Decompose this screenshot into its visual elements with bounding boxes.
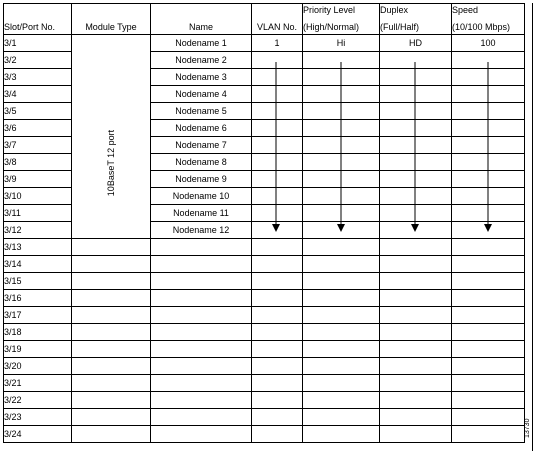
slot-cell: 3/23 [4, 409, 72, 426]
header-duplex [380, 4, 452, 35]
vlan-cell [252, 188, 303, 205]
speed-cell [452, 171, 525, 188]
speed-cell [452, 69, 525, 86]
slot-cell: 3/17 [4, 307, 72, 324]
module-type-label: 10BaseT 12 port [106, 129, 116, 197]
priority-cell [303, 392, 380, 409]
priority-cell: Hi [303, 35, 380, 52]
header-module-type: Module Type [72, 4, 151, 35]
header-slot-port: Slot/Port No. [4, 4, 72, 35]
vlan-cell [252, 273, 303, 290]
slot-cell: 3/13 [4, 239, 72, 256]
header-speed [452, 4, 525, 35]
vlan-cell [252, 154, 303, 171]
module-type-cell [72, 239, 151, 256]
priority-cell [303, 307, 380, 324]
duplex-cell [380, 222, 452, 239]
speed-cell [452, 307, 525, 324]
priority-cell [303, 256, 380, 273]
speed-cell [452, 137, 525, 154]
vlan-cell [252, 86, 303, 103]
slot-cell: 3/7 [4, 137, 72, 154]
vlan-cell [252, 290, 303, 307]
name-cell: Nodename 7 [151, 137, 252, 154]
vlan-cell [252, 375, 303, 392]
vlan-cell [252, 341, 303, 358]
module-type-cell [72, 392, 151, 409]
name-cell: Nodename 11 [151, 205, 252, 222]
priority-cell [303, 375, 380, 392]
table-row [4, 35, 525, 52]
speed-cell [452, 239, 525, 256]
module-type-cell [72, 35, 151, 239]
duplex-cell [380, 205, 452, 222]
name-cell [151, 307, 252, 324]
name-cell: Nodename 10 [151, 188, 252, 205]
name-cell [151, 358, 252, 375]
duplex-cell [380, 409, 452, 426]
module-type-cell [72, 341, 151, 358]
duplex-cell [380, 239, 452, 256]
slot-cell: 3/4 [4, 86, 72, 103]
slot-cell: 3/12 [4, 222, 72, 239]
header-row [4, 4, 525, 35]
speed-cell [452, 426, 525, 443]
priority-cell [303, 86, 380, 103]
priority-cell [303, 341, 380, 358]
vlan-cell [252, 256, 303, 273]
table-row [4, 324, 525, 341]
speed-cell [452, 188, 525, 205]
table-row [4, 273, 525, 290]
table-row [4, 256, 525, 273]
vlan-cell [252, 171, 303, 188]
vlan-cell [252, 222, 303, 239]
port-rows [4, 35, 525, 443]
sheet-right-border [532, 3, 533, 451]
priority-cell [303, 426, 380, 443]
table-row [4, 239, 525, 256]
vlan-cell [252, 137, 303, 154]
speed-cell [452, 324, 525, 341]
duplex-cell [380, 52, 452, 69]
speed-cell [452, 392, 525, 409]
vlan-cell [252, 205, 303, 222]
name-cell [151, 324, 252, 341]
vlan-cell [252, 358, 303, 375]
slot-cell: 3/16 [4, 290, 72, 307]
vlan-cell [252, 69, 303, 86]
header-priority-level [303, 4, 380, 35]
vlan-cell: 1 [252, 35, 303, 52]
duplex-cell [380, 426, 452, 443]
slot-cell: 3/19 [4, 341, 72, 358]
speed-cell [452, 290, 525, 307]
name-cell [151, 341, 252, 358]
duplex-cell [380, 324, 452, 341]
header-name: Name [151, 4, 252, 35]
slot-cell: 3/18 [4, 324, 72, 341]
priority-cell [303, 188, 380, 205]
duplex-cell [380, 137, 452, 154]
speed-cell [452, 341, 525, 358]
header-priority-line2: (High/Normal) [303, 22, 360, 32]
module-type-cell [72, 375, 151, 392]
slot-cell: 3/21 [4, 375, 72, 392]
name-cell [151, 239, 252, 256]
speed-cell [452, 205, 525, 222]
duplex-cell [380, 171, 452, 188]
name-cell [151, 290, 252, 307]
duplex-cell [380, 256, 452, 273]
slot-cell: 3/3 [4, 69, 72, 86]
slot-cell: 3/10 [4, 188, 72, 205]
speed-cell [452, 273, 525, 290]
priority-cell [303, 69, 380, 86]
speed-cell [452, 86, 525, 103]
slot-cell: 3/5 [4, 103, 72, 120]
module-type-cell [72, 290, 151, 307]
speed-cell [452, 358, 525, 375]
speed-cell [452, 409, 525, 426]
speed-cell [452, 120, 525, 137]
module-type-cell [72, 358, 151, 375]
name-cell [151, 409, 252, 426]
header-speed-line2: (10/100 Mbps) [452, 22, 511, 32]
module-type-cell [72, 256, 151, 273]
module-type-cell [72, 324, 151, 341]
duplex-cell [380, 273, 452, 290]
slot-cell: 3/20 [4, 358, 72, 375]
priority-cell [303, 52, 380, 69]
duplex-cell [380, 375, 452, 392]
header-speed-line1: Speed [452, 5, 479, 15]
duplex-cell [380, 86, 452, 103]
priority-cell [303, 290, 380, 307]
duplex-cell [380, 290, 452, 307]
priority-cell [303, 273, 380, 290]
module-type-cell [72, 426, 151, 443]
slot-cell: 3/9 [4, 171, 72, 188]
name-cell: Nodename 3 [151, 69, 252, 86]
priority-cell [303, 154, 380, 171]
priority-cell [303, 171, 380, 188]
priority-cell [303, 103, 380, 120]
priority-cell [303, 358, 380, 375]
name-cell: Nodename 6 [151, 120, 252, 137]
vlan-cell [252, 392, 303, 409]
slot-cell: 3/1 [4, 35, 72, 52]
name-cell [151, 392, 252, 409]
duplex-cell [380, 188, 452, 205]
slot-cell: 3/11 [4, 205, 72, 222]
speed-cell [452, 52, 525, 69]
name-cell [151, 375, 252, 392]
slot-cell: 3/22 [4, 392, 72, 409]
priority-cell [303, 409, 380, 426]
slot-cell: 3/24 [4, 426, 72, 443]
name-cell: Nodename 2 [151, 52, 252, 69]
table-row [4, 341, 525, 358]
priority-cell [303, 239, 380, 256]
slot-cell: 3/2 [4, 52, 72, 69]
vlan-cell [252, 409, 303, 426]
table-row [4, 290, 525, 307]
header-duplex-line2: (Full/Half) [380, 22, 420, 32]
table-row [4, 392, 525, 409]
duplex-cell [380, 154, 452, 171]
vlan-cell [252, 324, 303, 341]
duplex-cell [380, 358, 452, 375]
duplex-cell: HD [380, 35, 452, 52]
duplex-cell [380, 341, 452, 358]
vlan-cell [252, 239, 303, 256]
speed-cell [452, 103, 525, 120]
name-cell [151, 426, 252, 443]
module-type-cell [72, 409, 151, 426]
priority-cell [303, 120, 380, 137]
vlan-cell [252, 120, 303, 137]
vlan-cell [252, 52, 303, 69]
speed-cell [452, 256, 525, 273]
module-type-cell [72, 273, 151, 290]
table-row [4, 426, 525, 443]
priority-cell [303, 137, 380, 154]
port-configuration-table [3, 3, 525, 443]
duplex-cell [380, 120, 452, 137]
duplex-cell [380, 307, 452, 324]
speed-cell [452, 222, 525, 239]
name-cell: Nodename 5 [151, 103, 252, 120]
vlan-cell [252, 426, 303, 443]
vlan-cell [252, 307, 303, 324]
priority-cell [303, 205, 380, 222]
name-cell [151, 256, 252, 273]
slot-cell: 3/15 [4, 273, 72, 290]
name-cell: Nodename 8 [151, 154, 252, 171]
vlan-cell [252, 103, 303, 120]
duplex-cell [380, 69, 452, 86]
slot-cell: 3/14 [4, 256, 72, 273]
slot-cell: 3/8 [4, 154, 72, 171]
priority-cell [303, 324, 380, 341]
table-row [4, 358, 525, 375]
duplex-cell [380, 103, 452, 120]
priority-cell [303, 222, 380, 239]
speed-cell [452, 154, 525, 171]
name-cell: Nodename 12 [151, 222, 252, 239]
table-row [4, 375, 525, 392]
header-vlan-no: VLAN No. [252, 4, 303, 35]
header-priority-line1: Priority Level [303, 5, 356, 15]
name-cell [151, 273, 252, 290]
name-cell: Nodename 1 [151, 35, 252, 52]
module-type-cell [72, 307, 151, 324]
name-cell: Nodename 4 [151, 86, 252, 103]
figure-id: 13730 [524, 418, 531, 438]
slot-cell: 3/6 [4, 120, 72, 137]
duplex-cell [380, 392, 452, 409]
name-cell: Nodename 9 [151, 171, 252, 188]
speed-cell [452, 375, 525, 392]
header-duplex-line1: Duplex [380, 5, 409, 15]
speed-cell: 100 [452, 35, 525, 52]
table-row [4, 409, 525, 426]
table-row [4, 307, 525, 324]
